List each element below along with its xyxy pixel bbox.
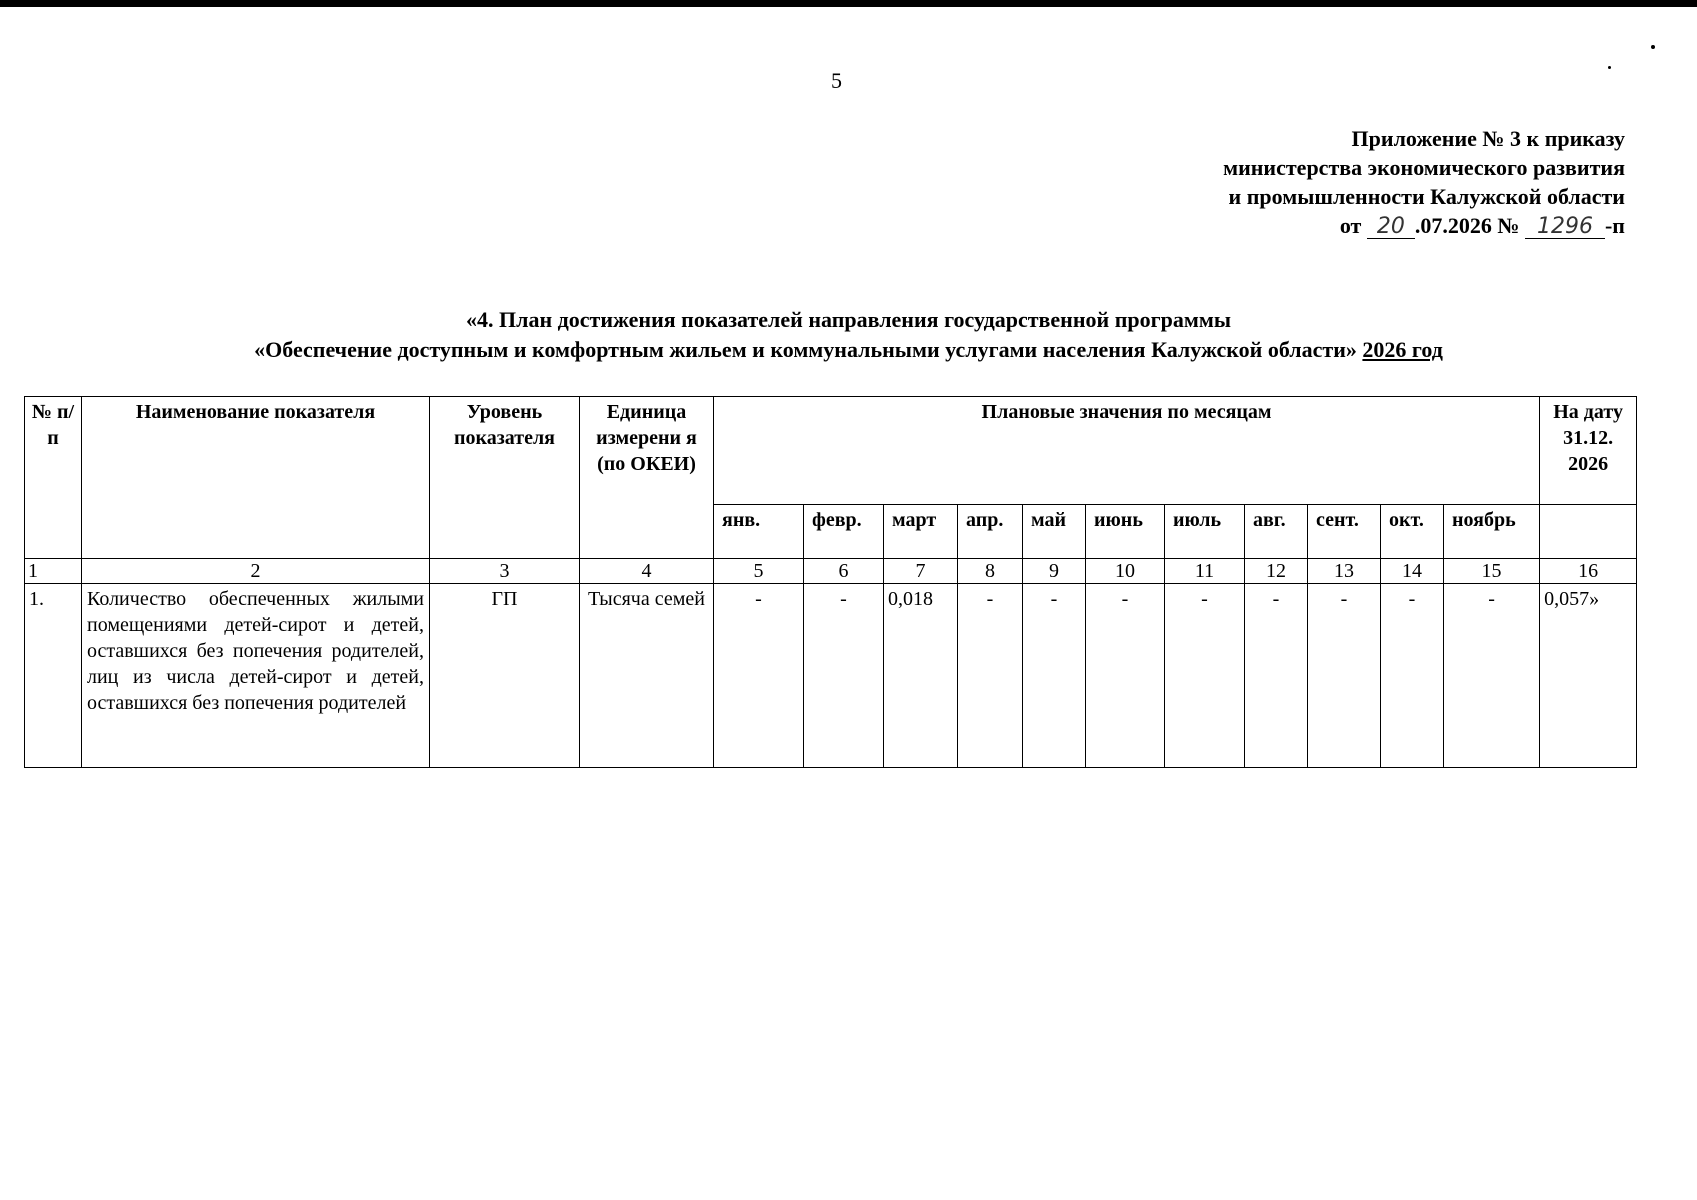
header-target-date: На дату 31.12. 2026 — [1540, 397, 1637, 505]
month-header: сент. — [1308, 505, 1381, 559]
scan-speck — [1651, 45, 1655, 49]
monthly-value: - — [1245, 584, 1308, 768]
indicator-unit: Тысяча семей — [580, 584, 714, 768]
column-number: 12 — [1245, 559, 1308, 584]
title-year: 2026 год — [1362, 337, 1443, 362]
month-header: май — [1023, 505, 1086, 559]
column-number: 2 — [82, 559, 430, 584]
monthly-value: - — [1308, 584, 1381, 768]
column-number: 10 — [1086, 559, 1165, 584]
column-number: 6 — [804, 559, 884, 584]
monthly-value: - — [958, 584, 1023, 768]
column-number: 14 — [1381, 559, 1444, 584]
column-number: 1 — [25, 559, 82, 584]
monthly-value: - — [804, 584, 884, 768]
month-header: март — [884, 505, 958, 559]
handwritten-date-day: 20 — [1367, 216, 1415, 239]
title-program-name: «Обеспечение доступным и комфортным жильем и коммунальными услугами населения Калужской области» — [254, 337, 1357, 362]
column-number: 9 — [1023, 559, 1086, 584]
scan-speck — [1608, 66, 1611, 69]
column-number-row — [25, 559, 1637, 584]
monthly-value: - — [1165, 584, 1245, 768]
handwritten-order-number: 1296 — [1525, 216, 1605, 239]
month-header: февр. — [804, 505, 884, 559]
header-level: Уровень показателя — [430, 397, 580, 559]
monthly-value: - — [714, 584, 804, 768]
page-number: 5 — [831, 68, 842, 93]
column-number: 7 — [884, 559, 958, 584]
column-number: 15 — [1444, 559, 1540, 584]
title-line-1: «4. План достижения показателей направления государственной программы — [465, 307, 1231, 332]
header-monthly-plan: Плановые значения по месяцам — [714, 397, 1540, 505]
attachment-date-line — [1223, 211, 1625, 240]
monthly-value: - — [1086, 584, 1165, 768]
attachment-block — [1223, 124, 1625, 240]
column-number: 11 — [1165, 559, 1245, 584]
column-number: 5 — [714, 559, 804, 584]
empty-target-subheader — [1540, 505, 1637, 559]
month-header: авг. — [1245, 505, 1308, 559]
monthly-value: - — [1381, 584, 1444, 768]
month-header: июль — [1165, 505, 1245, 559]
target-value: 0,057» — [1540, 584, 1637, 768]
month-header: окт. — [1381, 505, 1444, 559]
attachment-line-1: Приложение № 3 к приказу — [1351, 126, 1625, 151]
date-prefix: от — [1339, 213, 1362, 238]
month-header: янв. — [714, 505, 804, 559]
attachment-line-2: министерства экономического развития — [1223, 155, 1625, 180]
order-suffix: -п — [1604, 213, 1625, 238]
indicator-name: Количество обеспеченных жилыми помещениями детей-сирот и детей, оставшихся без попечения родителей, лиц из числа детей-сирот и детей, оставшихся без попечения родителей — [82, 584, 430, 768]
scan-top-border — [0, 0, 1697, 7]
month-header: июнь — [1086, 505, 1165, 559]
header-num: № п/п — [25, 397, 82, 559]
month-header: апр. — [958, 505, 1023, 559]
table-row — [25, 584, 1637, 768]
plan-table — [24, 396, 1637, 768]
monthly-value: 0,018 — [884, 584, 958, 768]
row-num: 1. — [25, 584, 82, 768]
header-name: Наименование показателя — [82, 397, 430, 559]
column-number: 3 — [430, 559, 580, 584]
document-title — [0, 305, 1697, 365]
monthly-value: - — [1444, 584, 1540, 768]
monthly-value: - — [1023, 584, 1086, 768]
title-line-2 — [0, 335, 1697, 365]
month-header: ноябрь — [1444, 505, 1540, 559]
column-number: 16 — [1540, 559, 1637, 584]
date-rest: .07.2026 № — [1414, 213, 1520, 238]
column-number: 4 — [580, 559, 714, 584]
attachment-line-3: и промышленности Калужской области — [1228, 184, 1625, 209]
column-number: 8 — [958, 559, 1023, 584]
indicator-level: ГП — [430, 584, 580, 768]
column-number: 13 — [1308, 559, 1381, 584]
header-unit: Единица измерени я (по ОКЕИ) — [580, 397, 714, 559]
